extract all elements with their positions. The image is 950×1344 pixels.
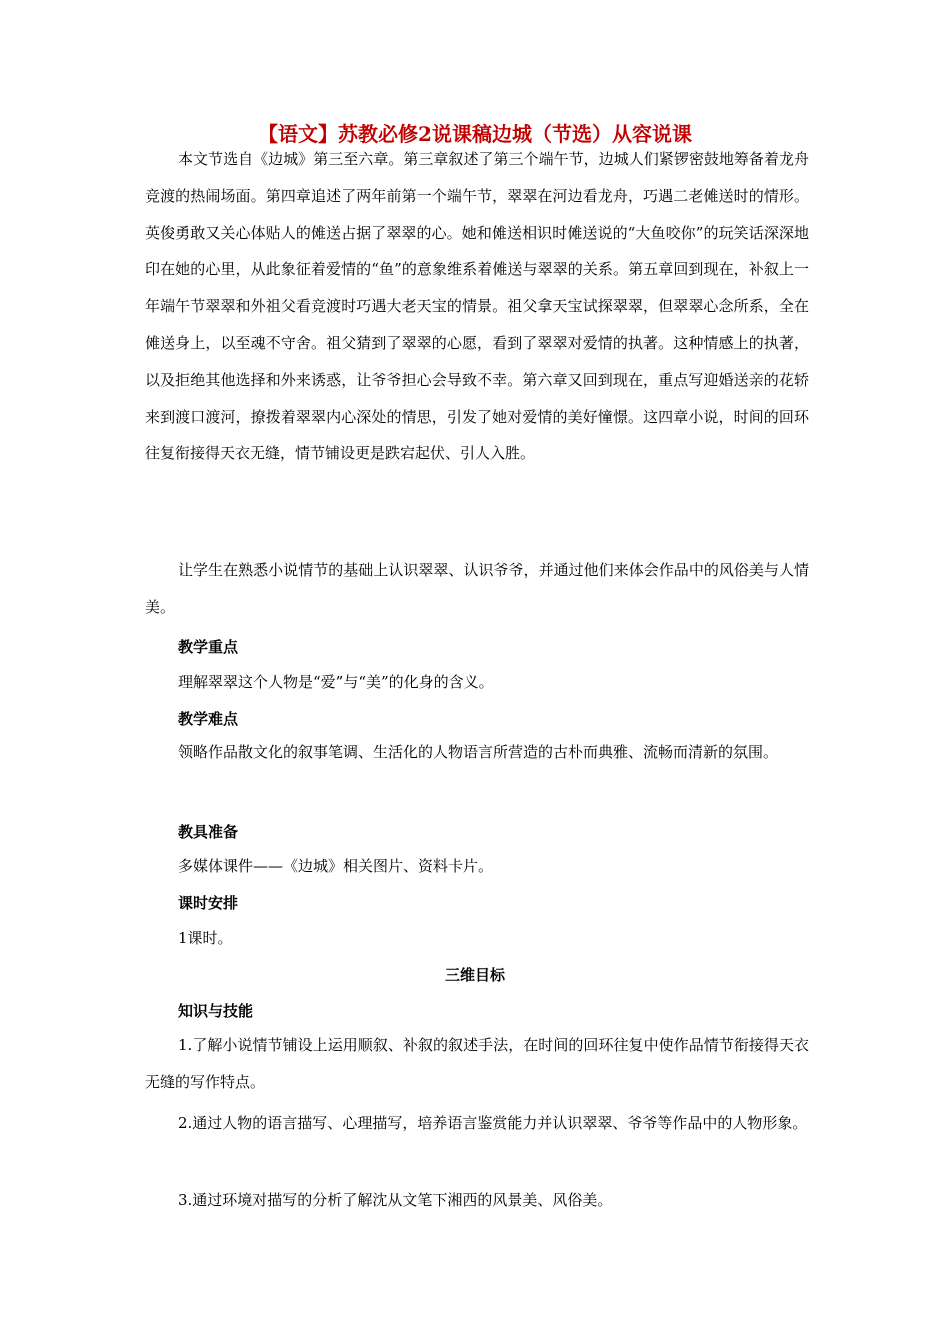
intro-paragraph: 本文节选自《边城》第三至六章。第三章叙述了第三个端午节，边城人们紧锣密鼓地筹备着龙舟竞渡的热闹场面。第四章追述了两年前第一个端午节，翠翠在河边看龙舟，巧遇二老傩送时的情形。英俊勇敢又关心体贴人的傩送占据了翠翠的心。她和傩送相识时傩送说的“大鱼咬你”的玩笑话深深地印在她的心里，从此象征着爱情的“鱼”的意象维系着傩送与翠翠的关系。第五章回到现在，补叙上一年端午节翠翠和外祖父看竞渡时巧遇大老天宝的情景。祖父拿天宝试探翠翠，但翠翠心念所系，全在傩送身上，以至魂不守舍。祖父猜到了翠翠的心愿，看到了翠翠对爱情的执著。这种情感上的执著，以及拒绝其他选择和外来诱惑，让爷爷担心会导致不幸。第六章又回到现在，重点写迎婚送亲的花轿来到渡口渡河，撩拨着翠翠内心深处的情思，引发了她对爱情的美好憧憬。这四章小说，时间的回环往复衔接得天衣无缝，情节铺设更是跌宕起伏、引人入胜。 — [145, 150, 809, 463]
difficulty-text: 领略作品散文化的叙事笔调、生活化的人物语言所营造的古朴而典雅、流畅而清新的氛围。 — [178, 743, 779, 761]
key-point-text: 理解翠翠这个人物是“爱”与“美”的化身的含义。 — [178, 673, 494, 691]
schedule-text: 1课时。 — [178, 929, 233, 947]
tools-heading: 教具准备 — [178, 823, 239, 841]
goal-paragraph: 让学生在熟悉小说情节的基础上认识翠翠、认识爷爷，并通过他们来体会作品中的风俗美与人情美。 — [145, 561, 809, 616]
key-point-heading: 教学重点 — [178, 638, 239, 656]
objectives-heading: 三维目标 — [444, 966, 505, 984]
objective-item-3: 3.通过环境对描写的分析了解沈从文笔下湘西的风景美、风俗美。 — [178, 1191, 613, 1209]
document-title: 【语文】苏教必修2说课稿边城（节选）从容说课 — [258, 122, 692, 146]
objective-item-1: 1.了解小说情节铺设上运用顺叙、补叙的叙述手法，在时间的回环往复中使作品情节衔接得天衣无缝的写作特点。 — [145, 1036, 809, 1091]
schedule-heading: 课时安排 — [178, 894, 239, 912]
objective-item-2: 2.通过人物的语言描写、心理描写，培养语言鉴赏能力并认识翠翠、爷爷等作品中的人物形象。 — [178, 1114, 808, 1132]
difficulty-heading: 教学难点 — [178, 710, 239, 728]
knowledge-skills-heading: 知识与技能 — [178, 1002, 254, 1020]
tools-text: 多媒体课件——《边城》相关图片、资料卡片。 — [178, 857, 494, 875]
